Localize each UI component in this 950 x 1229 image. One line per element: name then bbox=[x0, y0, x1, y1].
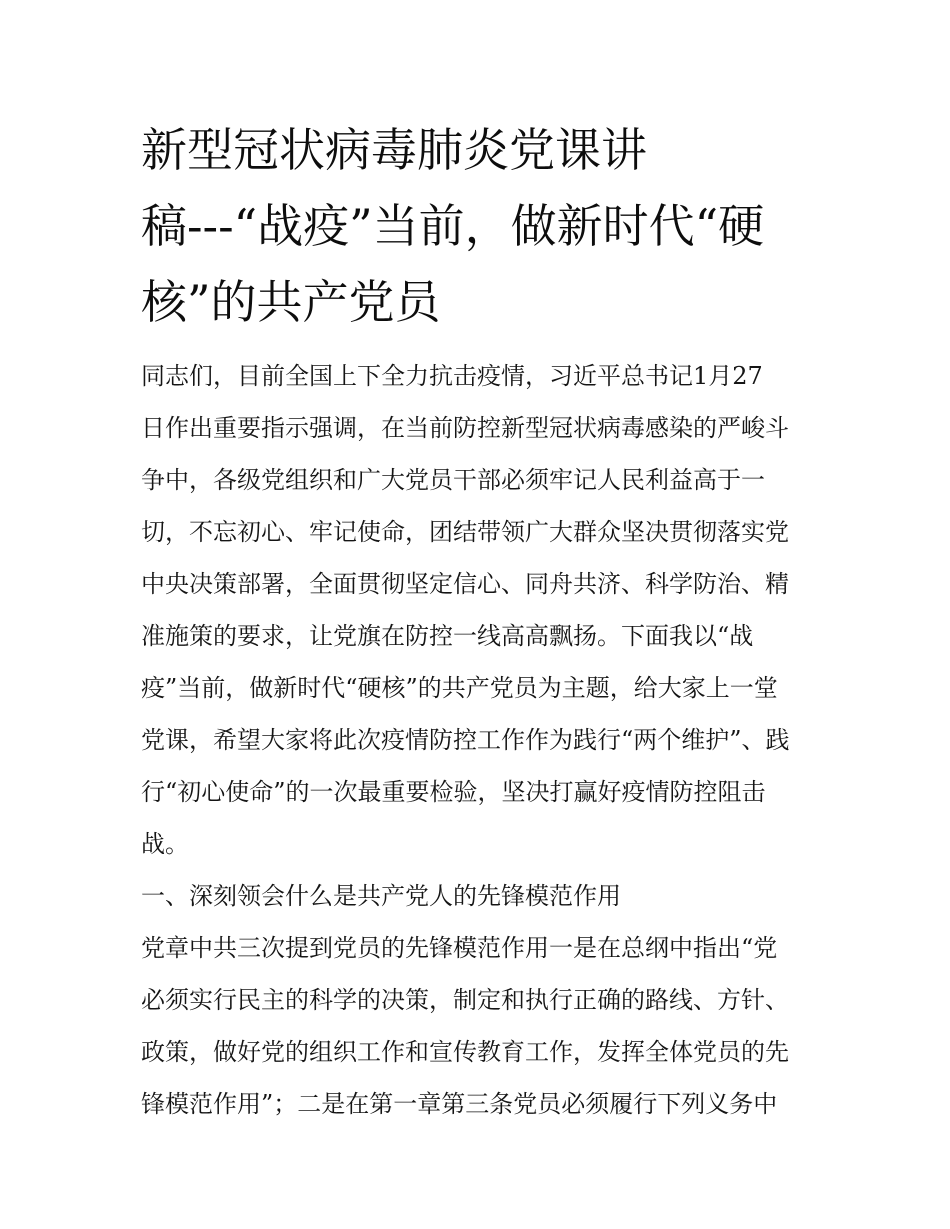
paragraph-line: 切，不忘初心、牢记使命，团结带领广大群众坚决贯彻落实党 bbox=[141, 518, 789, 546]
title-line: 新型冠状病毒肺炎党课讲 bbox=[141, 123, 647, 177]
paragraph-line: 中央决策部署，全面贯彻坚定信心、同舟共济、科学防治、精 bbox=[141, 570, 789, 598]
paragraph-line: 党章中共三次提到党员的先锋模范作用一是在总纲中指出“党 bbox=[141, 934, 778, 962]
title-line: 稿---“战疫”当前，做新时代“硬 bbox=[141, 199, 765, 253]
paragraph-line: 疫”当前，做新时代“硬核”的共产党员为主题，给大家上一堂 bbox=[141, 674, 778, 702]
document-title bbox=[141, 112, 813, 340]
paragraph-line: 同志们，目前全国上下全力抗击疫情，习近平总书记1月27 bbox=[141, 362, 763, 390]
paragraph-line: 战。 bbox=[141, 830, 189, 858]
paragraph-line: 必须实行民主的科学的决策，制定和执行正确的路线、方针、 bbox=[141, 986, 789, 1014]
paragraph-line: 政策，做好党的组织工作和宣传教育工作，发挥全体党员的先 bbox=[141, 1038, 789, 1066]
document-body bbox=[141, 350, 813, 1130]
paragraph-line: 准施策的要求，让党旗在防控一线高高飘扬。下面我以“战 bbox=[141, 622, 754, 650]
paragraph-line: 争中，各级党组织和广大党员干部必须牢记人民利益高于一 bbox=[141, 466, 765, 494]
paragraph-line: 锋模范作用”；二是在第一章第三条党员必须履行下列义务中 bbox=[141, 1090, 778, 1118]
paragraph-line: 行“初心使命”的一次最重要检验，坚决打赢好疫情防控阻击 bbox=[141, 778, 766, 806]
paragraph-line: 党课，希望大家将此次疫情防控工作作为践行“两个维护”、践 bbox=[141, 726, 790, 754]
paragraph-line: 日作出重要指示强调，在当前防控新型冠状病毒感染的严峻斗 bbox=[141, 414, 789, 442]
document-content bbox=[141, 112, 813, 1130]
title-line: 核”的共产党员 bbox=[141, 275, 441, 329]
section-heading: 一、深刻领会什么是共产党人的先锋模范作用 bbox=[141, 882, 621, 910]
